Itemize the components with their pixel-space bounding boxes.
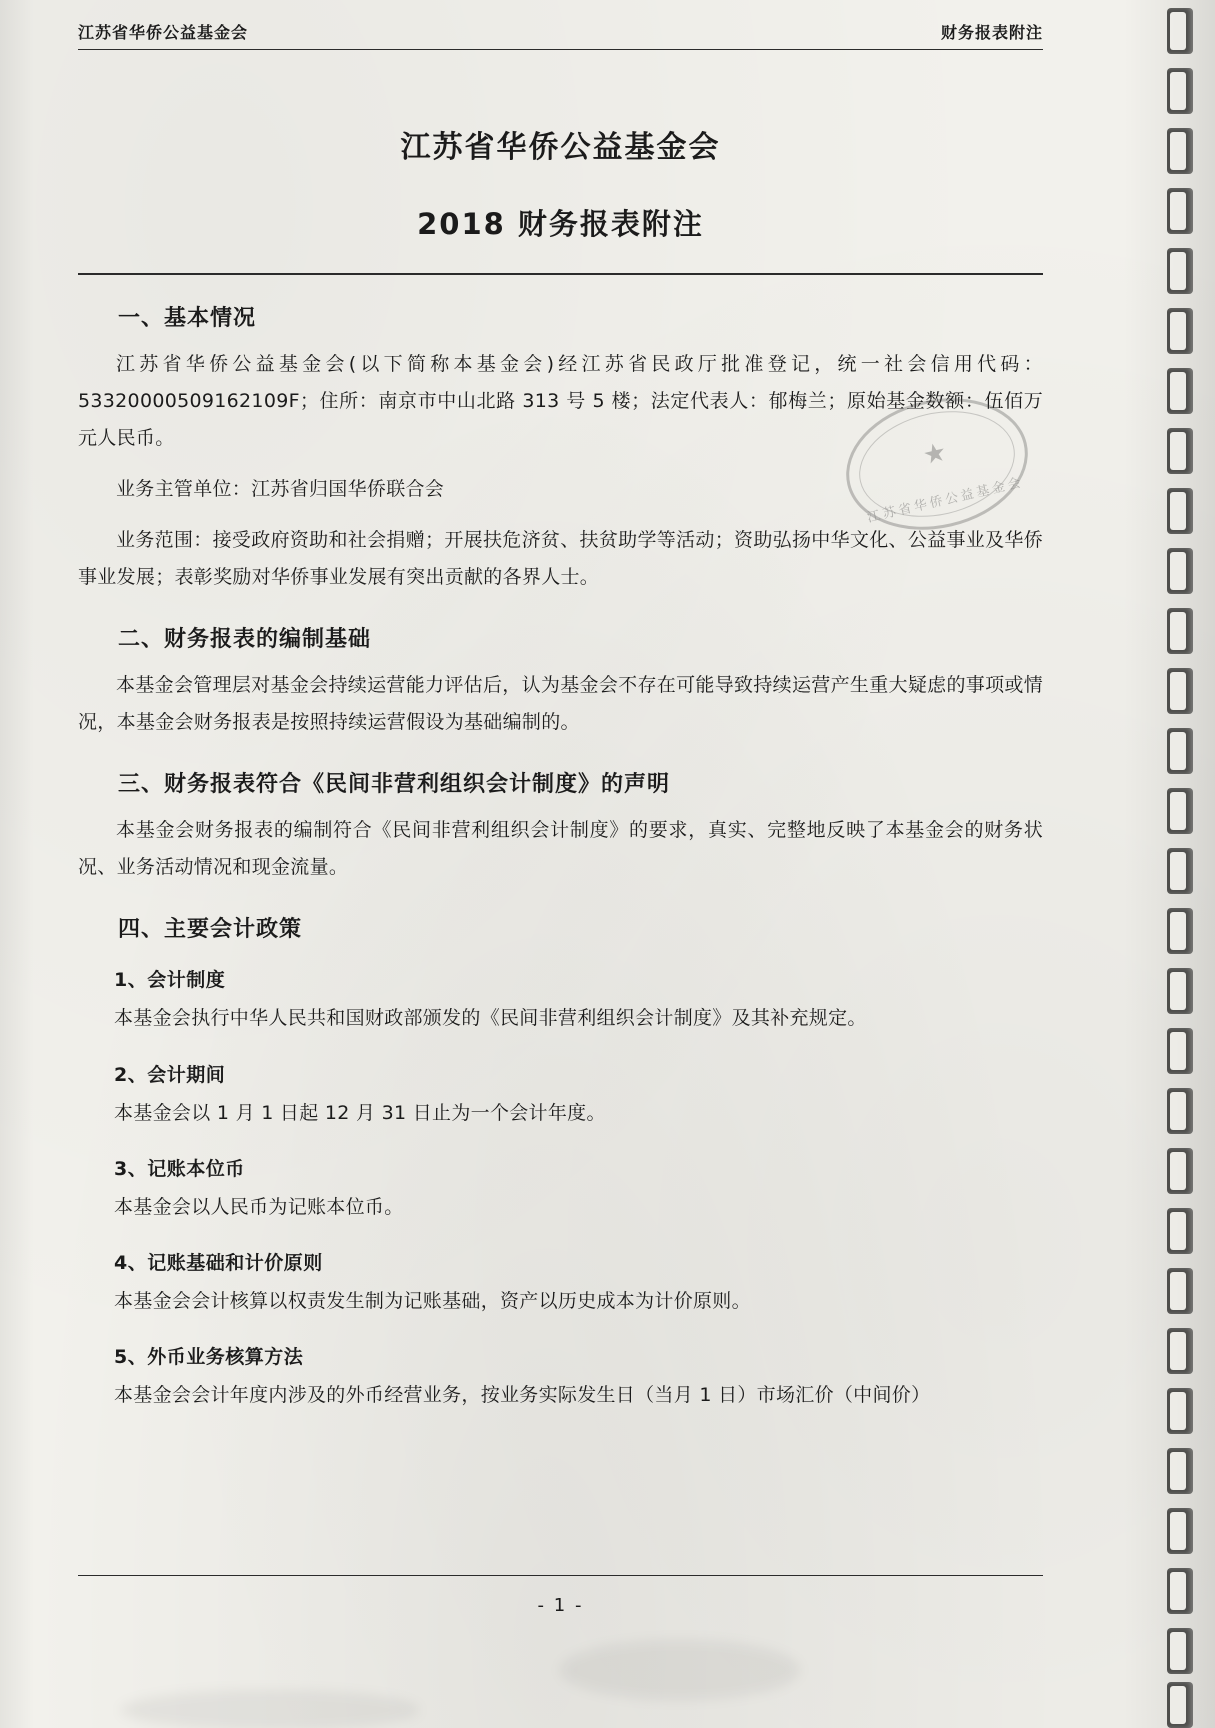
binding-hole [1167, 608, 1193, 654]
binding-hole [1167, 1328, 1193, 1374]
binding-hole [1167, 668, 1193, 714]
policy-item-2-title: 2、会计期间 [114, 1063, 226, 1086]
binding-hole [1167, 908, 1193, 954]
binding-hole [1167, 728, 1193, 774]
section-1-paragraph-1: 江苏省华侨公益基金会(以下简称本基金会)经江苏省民政厅批准登记，统一社会信用代码：53320000509162109F；住所：南京市中山北路 313 号 5 楼；法定代表人：郁梅兰；原始基金数额：伍佰万元人民币。 [78, 353, 1043, 450]
section-1-paragraph-2: 业务主管单位：江苏省归国华侨联合会 [116, 478, 445, 501]
header-left-text: 江苏省华侨公益基金会 [78, 23, 249, 42]
seal-text: 江苏省华侨公益基金会 [865, 475, 1026, 526]
binding-hole [1167, 308, 1193, 354]
binding-hole [1167, 1268, 1193, 1314]
binding-hole [1167, 368, 1193, 414]
binding-hole [1167, 1148, 1193, 1194]
document-body [78, 96, 1043, 1424]
binding-hole [1167, 788, 1193, 834]
binding-hole [1167, 848, 1193, 894]
star-icon: ★ [920, 437, 950, 472]
binding-hole [1167, 1028, 1193, 1074]
policy-item-3-body: 本基金会以人民币为记账本位币。 [114, 1195, 404, 1218]
binding-hole [1167, 968, 1193, 1014]
binding-hole [1167, 548, 1193, 594]
page-footer: - 1 - [537, 1595, 584, 1616]
policy-item-2-body: 本基金会以 1 月 1 日起 12 月 31 日止为一个会计年度。 [114, 1101, 606, 1124]
binding-hole [1167, 1208, 1193, 1254]
binding-hole [1167, 1388, 1193, 1434]
section-2-paragraph-1: 本基金会管理层对基金会持续运营能力评估后，认为基金会不存在可能导致持续运营产生重大疑虑的事项或情况，本基金会财务报表是按照持续运营假设为基础编制的。 [78, 674, 1043, 734]
binding-hole [1167, 1508, 1193, 1554]
binding-hole [1167, 1448, 1193, 1494]
policy-item-4-body: 本基金会会计核算以权责发生制为记账基础，资产以历史成本为计价原则。 [114, 1289, 751, 1312]
document-subtitle: 2018 财务报表附注 [417, 207, 704, 241]
binding-hole [1167, 128, 1193, 174]
policy-item-4-title: 4、记账基础和计价原则 [114, 1251, 323, 1274]
policy-item-1-title: 1、会计制度 [114, 969, 226, 992]
binding-hole [1167, 68, 1193, 114]
section-heading-1: 一、基本情况 [118, 306, 257, 331]
section-heading-4: 四、主要会计政策 [118, 917, 303, 943]
title-divider [78, 273, 1043, 275]
policy-item-1-body: 本基金会执行中华人民共和国财政部颁发的《民间非营利组织会计制度》及其补充规定。 [114, 1007, 867, 1030]
scan-smudge [120, 1690, 420, 1728]
policy-item-5-title: 5、外币业务核算方法 [114, 1345, 304, 1368]
binding-hole [1167, 188, 1193, 234]
page-header [78, 20, 1043, 50]
section-heading-2: 二、财务报表的编制基础 [118, 627, 372, 653]
binding-hole [1167, 488, 1193, 534]
section-heading-3: 三、财务报表符合《民间非营利组织会计制度》的声明 [118, 772, 671, 798]
binding-hole [1167, 428, 1193, 474]
document-title: 江苏省华侨公益基金会 [400, 130, 721, 165]
section-1-paragraph-3: 业务范围：接受政府资助和社会捐赠；开展扶危济贫、扶贫助学等活动；资助弘扬中华文化、公益事业及华侨事业发展；表彰奖励对华侨事业发展有突出贡献的各界人士。 [78, 529, 1043, 589]
policy-item-5-body: 本基金会会计年度内涉及的外币经营业务，按业务实际发生日（当月 1 日）市场汇价（中间价） [114, 1383, 931, 1406]
binding-hole [1167, 1088, 1193, 1134]
binding-hole [1167, 1568, 1193, 1614]
binding-hole [1167, 248, 1193, 294]
section-3-paragraph-1: 本基金会财务报表的编制符合《民间非营利组织会计制度》的要求，真实、完整地反映了本基金会的财务状况、业务活动情况和现金流量。 [78, 819, 1043, 879]
footer-divider [78, 1575, 1043, 1576]
page-left-shadow [0, 0, 34, 1728]
scan-smudge [560, 1640, 800, 1700]
header-right-text: 财务报表附注 [940, 23, 1043, 42]
binding-hole [1167, 1628, 1193, 1674]
binding-hole [1167, 1682, 1193, 1728]
binding-hole [1167, 8, 1193, 54]
policy-item-3-title: 3、记账本位币 [114, 1157, 245, 1180]
